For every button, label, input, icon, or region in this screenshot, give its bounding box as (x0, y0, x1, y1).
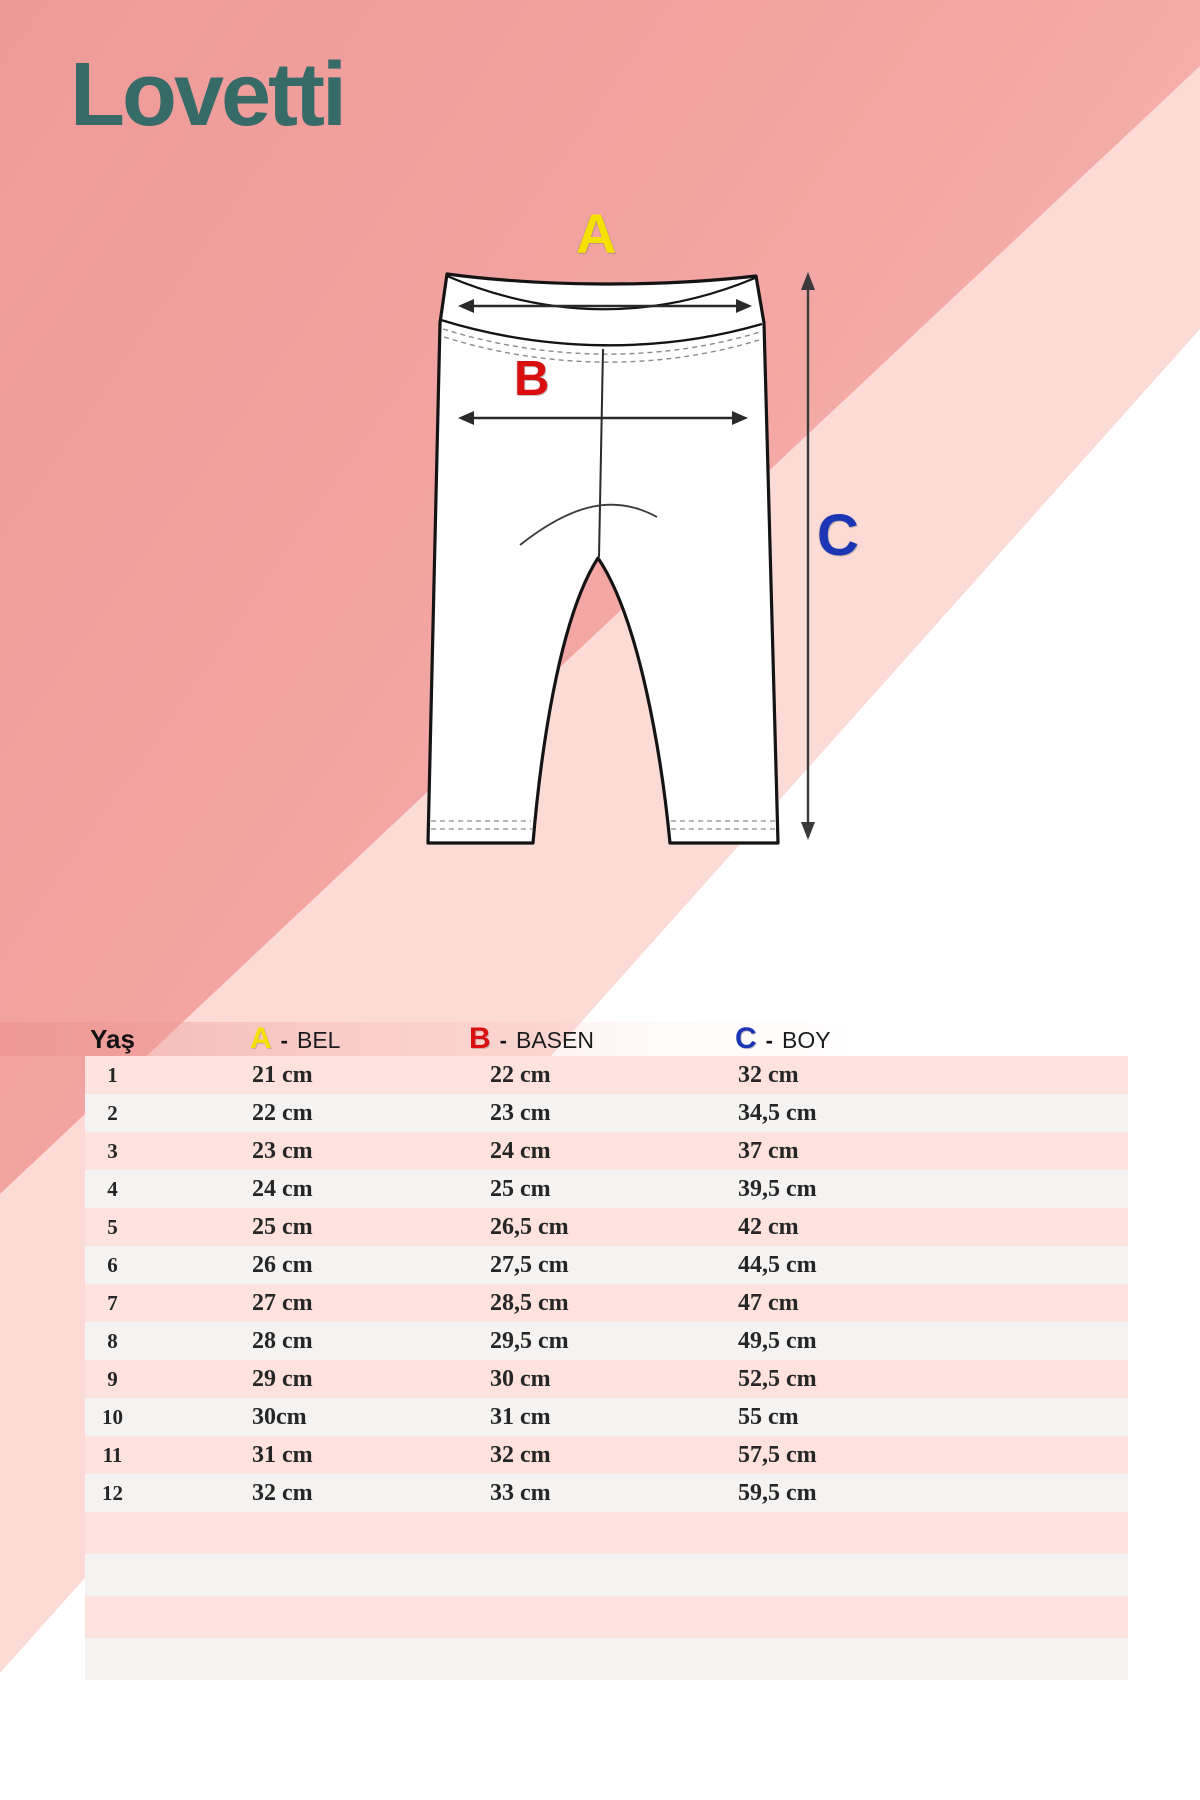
cell-basen: 28,5 cm (490, 1289, 569, 1316)
cell-boy: 32 cm (738, 1061, 799, 1088)
header-dash: - (765, 1028, 773, 1053)
table-empty-stripe (0, 1554, 1200, 1596)
cell-bel: 32 cm (252, 1479, 313, 1506)
cell-bel: 26 cm (252, 1251, 313, 1278)
header-letter-c: C (735, 1022, 757, 1055)
cell-age: 2 (107, 1100, 118, 1125)
table-rows (0, 1056, 1200, 1680)
cell-boy: 34,5 cm (738, 1099, 817, 1126)
header-label-bel: BEL (297, 1027, 341, 1053)
cell-bel: 24 cm (252, 1175, 313, 1202)
table-empty-stripe (0, 1638, 1200, 1680)
cell-bel: 31 cm (252, 1441, 313, 1468)
cell-basen: 33 cm (490, 1479, 551, 1506)
header-basen (463, 1024, 711, 1054)
cell-age: 7 (107, 1290, 118, 1315)
header-letter-a: A (250, 1022, 272, 1055)
cell-basen: 24 cm (490, 1137, 551, 1164)
cell-age: 12 (102, 1480, 123, 1505)
cell-age: 6 (107, 1252, 118, 1277)
header-dash: - (280, 1028, 288, 1053)
cell-boy: 59,5 cm (738, 1479, 817, 1506)
cell-basen: 30 cm (490, 1365, 551, 1392)
cell-boy: 49,5 cm (738, 1327, 817, 1354)
table-empty-stripe (0, 1596, 1200, 1638)
diagram-label-a: A (576, 202, 617, 265)
cell-bel: 28 cm (252, 1327, 313, 1354)
header-dash: - (499, 1028, 507, 1053)
table-row (0, 1474, 1200, 1512)
cell-basen: 23 cm (490, 1099, 551, 1126)
cell-bel: 21 cm (252, 1061, 313, 1088)
header-boy (711, 1024, 1200, 1054)
cell-boy: 47 cm (738, 1289, 799, 1316)
cell-bel: 30cm (252, 1403, 307, 1430)
table-row (0, 1132, 1200, 1170)
header-bel (225, 1024, 463, 1054)
cell-basen: 32 cm (490, 1441, 551, 1468)
cell-age: 8 (107, 1328, 118, 1353)
table-row (0, 1398, 1200, 1436)
table-row (0, 1094, 1200, 1132)
table-row (0, 1208, 1200, 1246)
table-empty-stripe (0, 1512, 1200, 1554)
table-row (0, 1170, 1200, 1208)
table-row (0, 1056, 1200, 1094)
cell-basen: 29,5 cm (490, 1327, 569, 1354)
cell-age: 11 (102, 1442, 123, 1467)
cell-age: 10 (102, 1404, 123, 1429)
cell-boy: 44,5 cm (738, 1251, 817, 1278)
cell-boy: 52,5 cm (738, 1365, 817, 1392)
cell-basen: 27,5 cm (490, 1251, 569, 1278)
cell-bel: 29 cm (252, 1365, 313, 1392)
table-row (0, 1436, 1200, 1474)
cell-age: 9 (107, 1366, 118, 1391)
table-row (0, 1322, 1200, 1360)
header-letter-b: B (469, 1022, 491, 1055)
cell-basen: 22 cm (490, 1061, 551, 1088)
cell-boy: 37 cm (738, 1137, 799, 1164)
cell-boy: 57,5 cm (738, 1441, 817, 1468)
size-table (0, 1022, 1200, 1680)
cell-bel: 27 cm (252, 1289, 313, 1316)
cell-bel: 22 cm (252, 1099, 313, 1126)
cell-basen: 25 cm (490, 1175, 551, 1202)
cell-basen: 31 cm (490, 1403, 551, 1430)
diagram-label-c: C (817, 503, 859, 568)
cell-boy: 42 cm (738, 1213, 799, 1240)
cell-age: 1 (107, 1062, 118, 1087)
cell-age: 3 (107, 1138, 118, 1163)
header-age: Yaş (90, 1023, 135, 1054)
table-row (0, 1360, 1200, 1398)
cell-basen: 26,5 cm (490, 1213, 569, 1240)
cell-boy: 39,5 cm (738, 1175, 817, 1202)
cell-bel: 23 cm (252, 1137, 313, 1164)
cell-age: 4 (107, 1176, 118, 1201)
header-label-basen: BASEN (516, 1027, 594, 1053)
measure-arrow-c (801, 272, 815, 840)
diagram-label-b: B (514, 352, 550, 406)
table-row (0, 1284, 1200, 1322)
table-row (0, 1246, 1200, 1284)
brand-logo: Lovetti (70, 45, 345, 145)
size-table-header (0, 1022, 1200, 1056)
cell-boy: 55 cm (738, 1403, 799, 1430)
cell-age: 5 (107, 1214, 118, 1239)
header-label-boy: BOY (782, 1027, 831, 1053)
cell-bel: 25 cm (252, 1213, 313, 1240)
